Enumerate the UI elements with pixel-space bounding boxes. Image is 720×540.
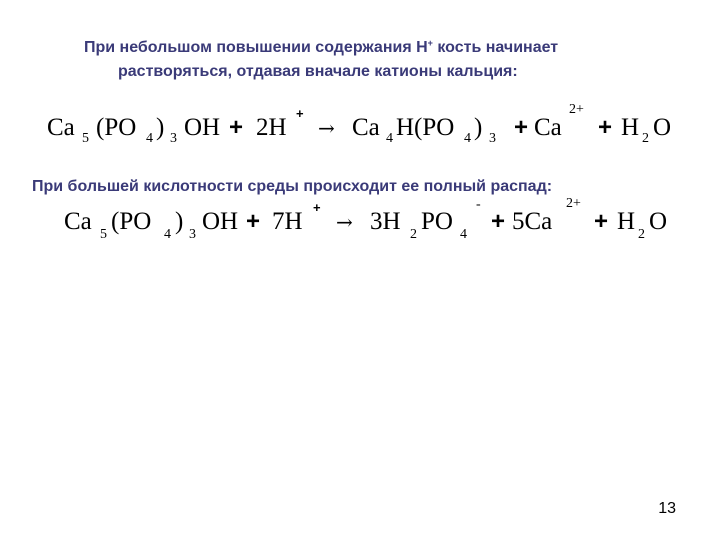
eq2-po4b-sub: 4 xyxy=(460,227,467,242)
acid-line-text: При большей кислотности среды происходит ее полный распад: xyxy=(32,178,553,195)
eq1-ca-ion: Ca xyxy=(534,114,562,141)
eq1-plus-3: + xyxy=(598,114,613,141)
eq2-po4-sub: 4 xyxy=(164,227,171,242)
intro-line1-text: При небольшом повышении содержания Н xyxy=(84,39,428,56)
eq2-h-coef: 7H xyxy=(272,208,303,235)
eq2-h-charge: + xyxy=(313,200,321,215)
eq1-po4-sub: 4 xyxy=(146,131,153,146)
eq2-po4: PO xyxy=(421,208,453,235)
intro-line1-end: кость начинает xyxy=(432,39,559,56)
eq1-ca: Ca xyxy=(47,114,75,141)
eq2-po4b-charge: - xyxy=(476,197,481,212)
eq1-hpo4-count: 3 xyxy=(489,131,496,146)
eq1-ca-charge: 2+ xyxy=(569,102,584,117)
eq2-po4-open: (PO xyxy=(111,208,152,235)
eq1-ca-sub: 5 xyxy=(82,131,89,146)
eq1-h2o-sub: 2 xyxy=(642,131,649,146)
eq2-h3: 3H xyxy=(370,208,401,235)
eq2-plus-1: + xyxy=(246,208,261,235)
eq1-ca4-sub: 4 xyxy=(386,131,393,146)
intro-line1-sup: + xyxy=(427,38,433,48)
eq1-oh: OH xyxy=(184,114,221,141)
eq2-ca-sub: 5 xyxy=(100,227,107,242)
eq2-po4-count: 3 xyxy=(189,227,196,242)
eq1-arrow-icon: → xyxy=(318,116,335,140)
eq1-po4-close: ) xyxy=(156,114,165,141)
eq1-plus-2: + xyxy=(514,114,529,141)
eq2-h3-sub: 2 xyxy=(410,227,417,242)
eq1-po4-count: 3 xyxy=(170,131,177,146)
eq1-h2o-o: O xyxy=(653,114,672,141)
eq1-hpo4-open: H(PO xyxy=(396,114,455,141)
eq1-ca4: Ca xyxy=(352,114,380,141)
eq1-plus-1: + xyxy=(229,114,244,141)
eq2-h2o-o: O xyxy=(649,208,668,235)
eq1-po4-open: (PO xyxy=(96,114,137,141)
eq2-ca-ion: 5Ca xyxy=(512,208,553,235)
eq1-h-coef: 2H xyxy=(256,114,287,141)
intro-line2-text: растворяться, отдавая вначале катионы кальция: xyxy=(118,63,518,80)
eq2-plus-2: + xyxy=(491,208,506,235)
eq2-h2o-h: H xyxy=(617,208,636,235)
eq1-hpo4-close: ) xyxy=(474,114,483,141)
eq2-plus-3: + xyxy=(594,208,609,235)
eq2-oh: OH xyxy=(202,208,239,235)
eq1-h2o-h: H xyxy=(621,114,640,141)
eq2-ca: Ca xyxy=(64,208,92,235)
eq1-h-charge: + xyxy=(296,106,304,121)
eq2-arrow-icon: → xyxy=(336,210,353,234)
page-number: 13 xyxy=(658,500,676,517)
eq2-po4-close: ) xyxy=(175,208,184,235)
eq1-hpo4-sub: 4 xyxy=(464,131,471,146)
eq2-h2o-sub: 2 xyxy=(638,227,645,242)
eq2-ca-charge: 2+ xyxy=(566,196,581,211)
